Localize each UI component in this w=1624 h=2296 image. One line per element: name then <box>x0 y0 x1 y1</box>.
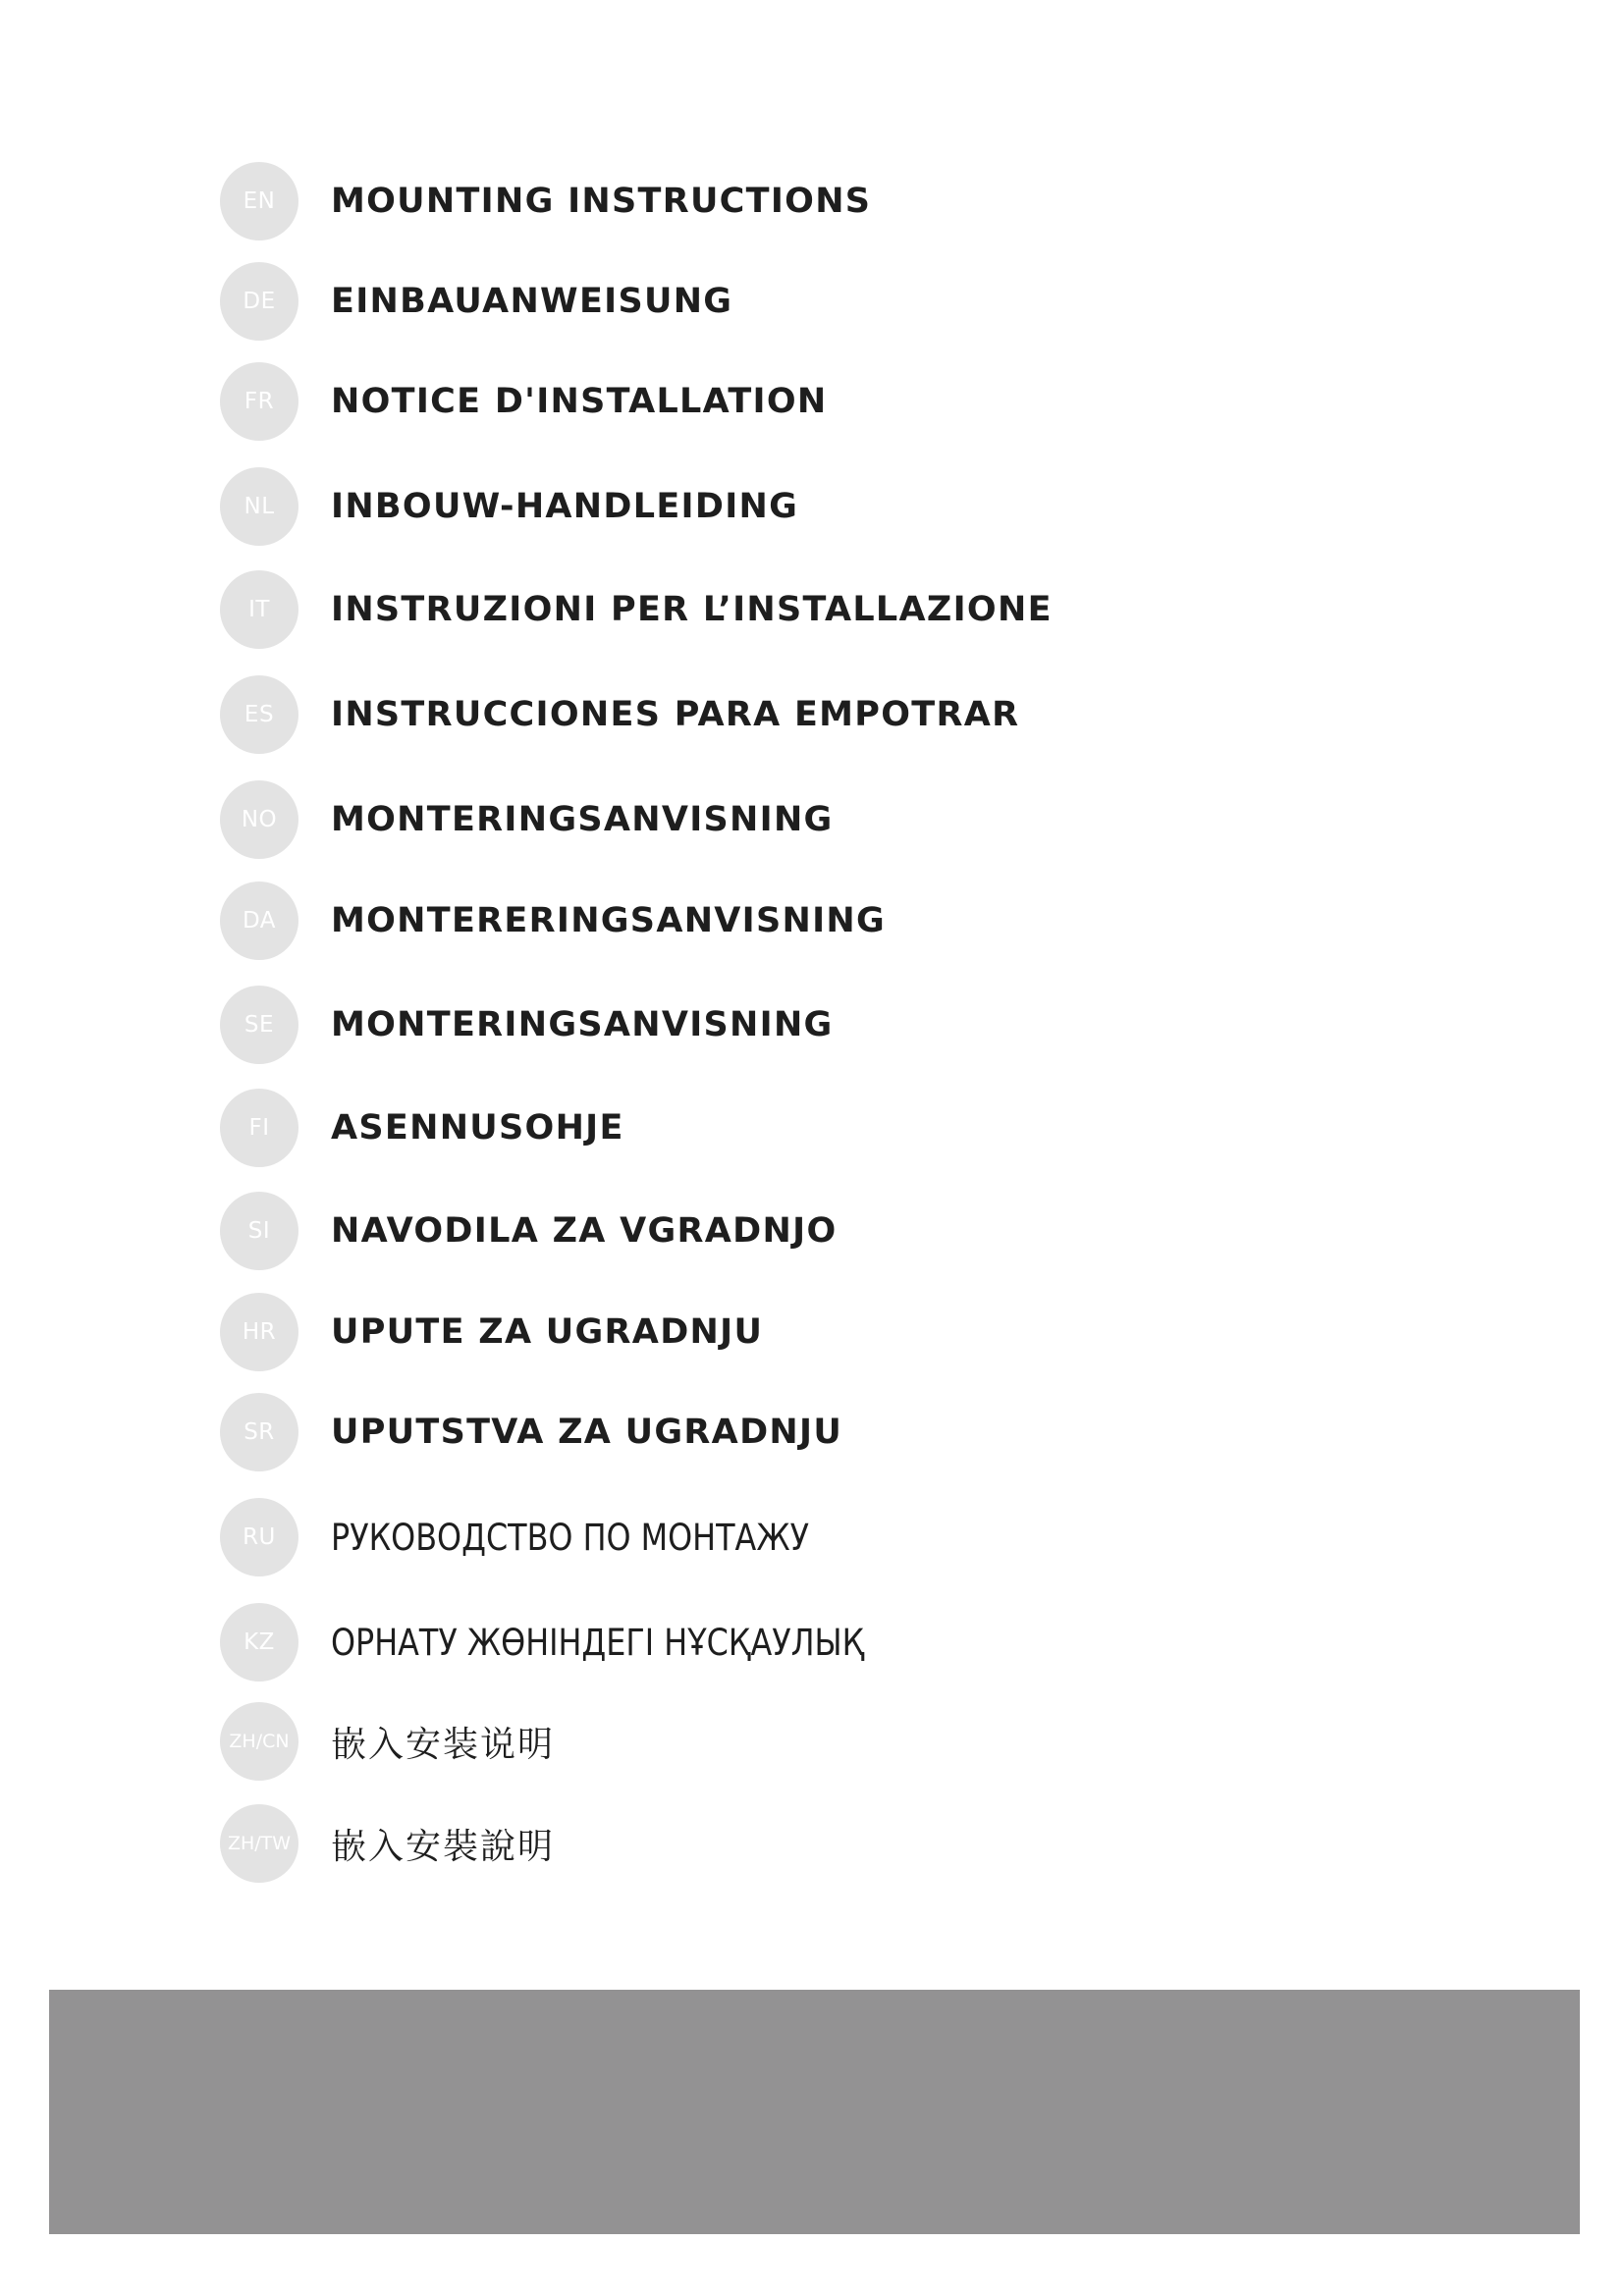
language-item-de <box>220 262 732 341</box>
language-title: ASENNUSOHJE <box>331 1108 624 1148</box>
language-title: 嵌入安装说明 <box>331 1724 556 1765</box>
language-item-se <box>220 986 834 1064</box>
language-item-kz <box>220 1603 951 1682</box>
language-item-da <box>220 881 886 960</box>
language-code-badge: KZ <box>220 1603 298 1682</box>
language-item-es <box>220 675 1019 754</box>
language-code-badge: HR <box>220 1293 298 1371</box>
language-title: MONTERERINGSANVISNING <box>331 901 887 940</box>
language-code-badge: ZH/TW <box>220 1804 298 1883</box>
language-item-fi <box>220 1089 624 1167</box>
language-title: NOTICE D'INSTALLATION <box>331 382 828 421</box>
language-code-badge: SR <box>220 1393 298 1471</box>
language-code-badge: ES <box>220 675 298 754</box>
language-title: INBOUW-HANDLEIDING <box>331 487 799 526</box>
language-code-badge: NO <box>220 780 298 859</box>
language-title: 嵌入安裝說明 <box>331 1826 556 1867</box>
language-item-it <box>220 570 1053 649</box>
language-item-nl <box>220 467 798 546</box>
language-title: EINBAUANWEISUNG <box>331 282 733 321</box>
language-code-badge: NL <box>220 467 298 546</box>
language-item-si <box>220 1192 838 1270</box>
language-title: UPUTE ZA UGRADNJU <box>331 1312 764 1352</box>
language-title: INSTRUCCIONES PARA EMPOTRAR <box>331 695 1020 734</box>
language-code-badge: DE <box>220 262 298 341</box>
language-code-badge: EN <box>220 162 298 240</box>
language-item-zh-tw <box>220 1804 555 1883</box>
language-code-badge: DA <box>220 881 298 960</box>
language-title: РУКОВОДСТВО ПО МОНТАЖУ <box>331 1516 809 1559</box>
language-title: UPUTSTVA ZA UGRADNJU <box>331 1413 843 1452</box>
language-item-zh-cn <box>220 1702 555 1781</box>
language-item-ru <box>220 1498 887 1576</box>
language-code-badge: FR <box>220 362 298 441</box>
language-title: MONTERINGSANVISNING <box>331 1005 834 1044</box>
language-title: INSTRUZIONI PER L’INSTALLAZIONE <box>331 590 1053 629</box>
language-code-badge: SI <box>220 1192 298 1270</box>
language-code-badge: SE <box>220 986 298 1064</box>
language-item-fr <box>220 362 827 441</box>
language-code-badge: FI <box>220 1089 298 1167</box>
language-title: ОРНАТУ ЖӨНІНДЕГІ НҰСҚАУЛЫҚ <box>331 1621 865 1664</box>
language-item-sr <box>220 1393 842 1471</box>
language-code-badge: ZH/CN <box>220 1702 298 1781</box>
language-item-hr <box>220 1293 763 1371</box>
language-item-en <box>220 162 871 240</box>
language-title: MOUNTING INSTRUCTIONS <box>331 182 872 221</box>
footer-band <box>49 1990 1580 2234</box>
language-title: NAVODILA ZA VGRADNJO <box>331 1211 838 1251</box>
language-title: MONTERINGSANVISNING <box>331 800 834 839</box>
language-code-badge: RU <box>220 1498 298 1576</box>
language-code-badge: IT <box>220 570 298 649</box>
language-item-no <box>220 780 834 859</box>
